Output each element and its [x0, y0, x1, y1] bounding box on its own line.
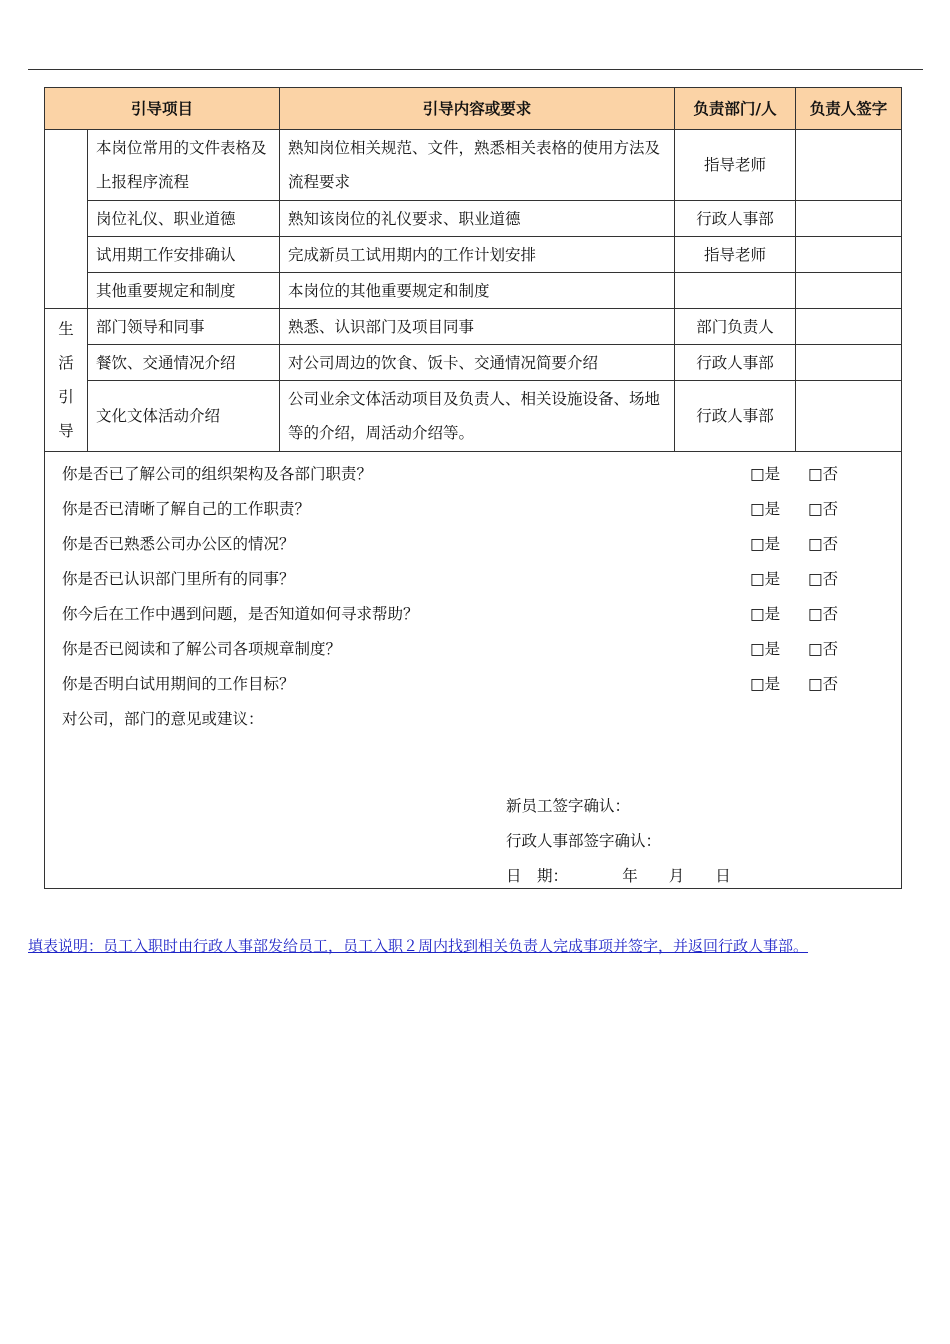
question-text: 你今后在工作中遇到问题，是否知道如何寻求帮助？: [62, 605, 419, 623]
header-item: 引导项目: [45, 88, 280, 130]
content-cell: 熟悉、认识部门及项目同事: [280, 309, 675, 345]
category-char: 引: [58, 388, 74, 406]
question-line: [62, 597, 892, 632]
item-cell: 餐饮、交通情况介绍: [88, 345, 280, 381]
orientation-table: [44, 87, 902, 889]
question-text: 你是否已熟悉公司办公区的情况？: [62, 535, 295, 553]
category-char: 导: [58, 422, 74, 440]
dept-cell: 行政人事部: [675, 201, 796, 237]
content-cell: 完成新员工试用期内的工作计划安排: [280, 237, 675, 273]
item-cell: 其他重要规定和制度: [88, 273, 280, 309]
fill-instructions-note: 填表说明：员工入职时由行政人事部发给员工，员工入职２周内找到相关负责人完成事项并签字，并返回行政人事部。: [28, 937, 809, 955]
question-text: 你是否已了解公司的组织架构及各部门职责？: [62, 465, 373, 483]
question-line: [62, 562, 892, 597]
category-char: 活: [58, 354, 74, 372]
item-cell: 试用期工作安排确认: [88, 237, 280, 273]
hr-signature[interactable]: 行政人事部签字确认：: [506, 832, 662, 850]
question-line: [62, 492, 892, 527]
table-row: [45, 309, 902, 345]
dept-cell: 指导老师: [675, 237, 796, 273]
questionnaire-row: [45, 452, 902, 889]
no-checkbox[interactable]: □否: [808, 500, 839, 518]
content-cell: 公司业余文体活动项目及负责人、相关设施设备、场地等的介绍，周活动介绍等。: [280, 381, 675, 452]
dept-cell: 部门负责人: [675, 309, 796, 345]
header-dept: 负责部门/人: [675, 88, 796, 130]
questionnaire: [53, 452, 893, 888]
question-line: [62, 527, 892, 562]
content-cell: 熟知该岗位的礼仪要求、职业道德: [280, 201, 675, 237]
dept-cell: 指导老师: [675, 130, 796, 201]
dept-cell: 行政人事部: [675, 345, 796, 381]
no-checkbox[interactable]: □否: [808, 570, 839, 588]
work-category-cell: [45, 130, 88, 309]
yes-checkbox[interactable]: □是: [750, 675, 781, 693]
question-text: 你是否已阅读和了解公司各项规章制度？: [62, 640, 342, 658]
item-cell: 部门领导和同事: [88, 309, 280, 345]
item-cell: 文化文体活动介绍: [88, 381, 280, 452]
content-cell: 本岗位的其他重要规定和制度: [280, 273, 675, 309]
question-line: [62, 457, 892, 492]
no-checkbox[interactable]: □否: [808, 675, 839, 693]
sign-cell[interactable]: [796, 309, 902, 345]
yes-checkbox[interactable]: □是: [750, 465, 781, 483]
question-line: [62, 632, 892, 667]
question-line: [62, 667, 892, 702]
dept-cell: 行政人事部: [675, 381, 796, 452]
sign-cell[interactable]: [796, 345, 902, 381]
questionnaire-cell: [45, 452, 902, 889]
dept-cell: [675, 273, 796, 309]
no-checkbox[interactable]: □否: [808, 640, 839, 658]
no-checkbox[interactable]: □否: [808, 605, 839, 623]
table-row: [45, 273, 902, 309]
table-header-row: [45, 88, 902, 130]
yes-checkbox[interactable]: □是: [750, 535, 781, 553]
life-category-cell: [45, 309, 88, 452]
table-row: [45, 237, 902, 273]
table-row: [45, 381, 902, 452]
sign-cell[interactable]: [796, 237, 902, 273]
question-text: 你是否已清晰了解自己的工作职责？: [62, 500, 311, 518]
sign-cell[interactable]: [796, 381, 902, 452]
new-employee-signature[interactable]: 新员工签字确认：: [506, 797, 631, 815]
sign-cell[interactable]: [796, 201, 902, 237]
date-line[interactable]: 日 期： 年 月 日: [506, 867, 731, 885]
yes-checkbox[interactable]: □是: [750, 570, 781, 588]
table-row: [45, 201, 902, 237]
question-text: 你是否明白试用期间的工作目标？: [62, 675, 295, 693]
content-cell: 对公司周边的饮食、饭卡、交通情况简要介绍: [280, 345, 675, 381]
table-row: [45, 130, 902, 201]
no-checkbox[interactable]: □否: [808, 465, 839, 483]
feedback-label: 对公司，部门的意见或建议：: [62, 710, 264, 728]
question-text: 你是否已认识部门里所有的同事？: [62, 570, 295, 588]
content-cell: 熟知岗位相关规范、文件，熟悉相关表格的使用方法及流程要求: [280, 130, 675, 201]
table-row: [45, 345, 902, 381]
yes-checkbox[interactable]: □是: [750, 640, 781, 658]
no-checkbox[interactable]: □否: [808, 535, 839, 553]
header-content: 引导内容或要求: [280, 88, 675, 130]
header-sign: 负责人签字: [796, 88, 902, 130]
sign-cell[interactable]: [796, 130, 902, 201]
yes-checkbox[interactable]: □是: [750, 500, 781, 518]
yes-checkbox[interactable]: □是: [750, 605, 781, 623]
top-rule: [28, 69, 923, 70]
item-cell: 本岗位常用的文件表格及上报程序流程: [88, 130, 280, 201]
item-cell: 岗位礼仪、职业道德: [88, 201, 280, 237]
category-char: 生: [58, 320, 74, 338]
sign-cell[interactable]: [796, 273, 902, 309]
